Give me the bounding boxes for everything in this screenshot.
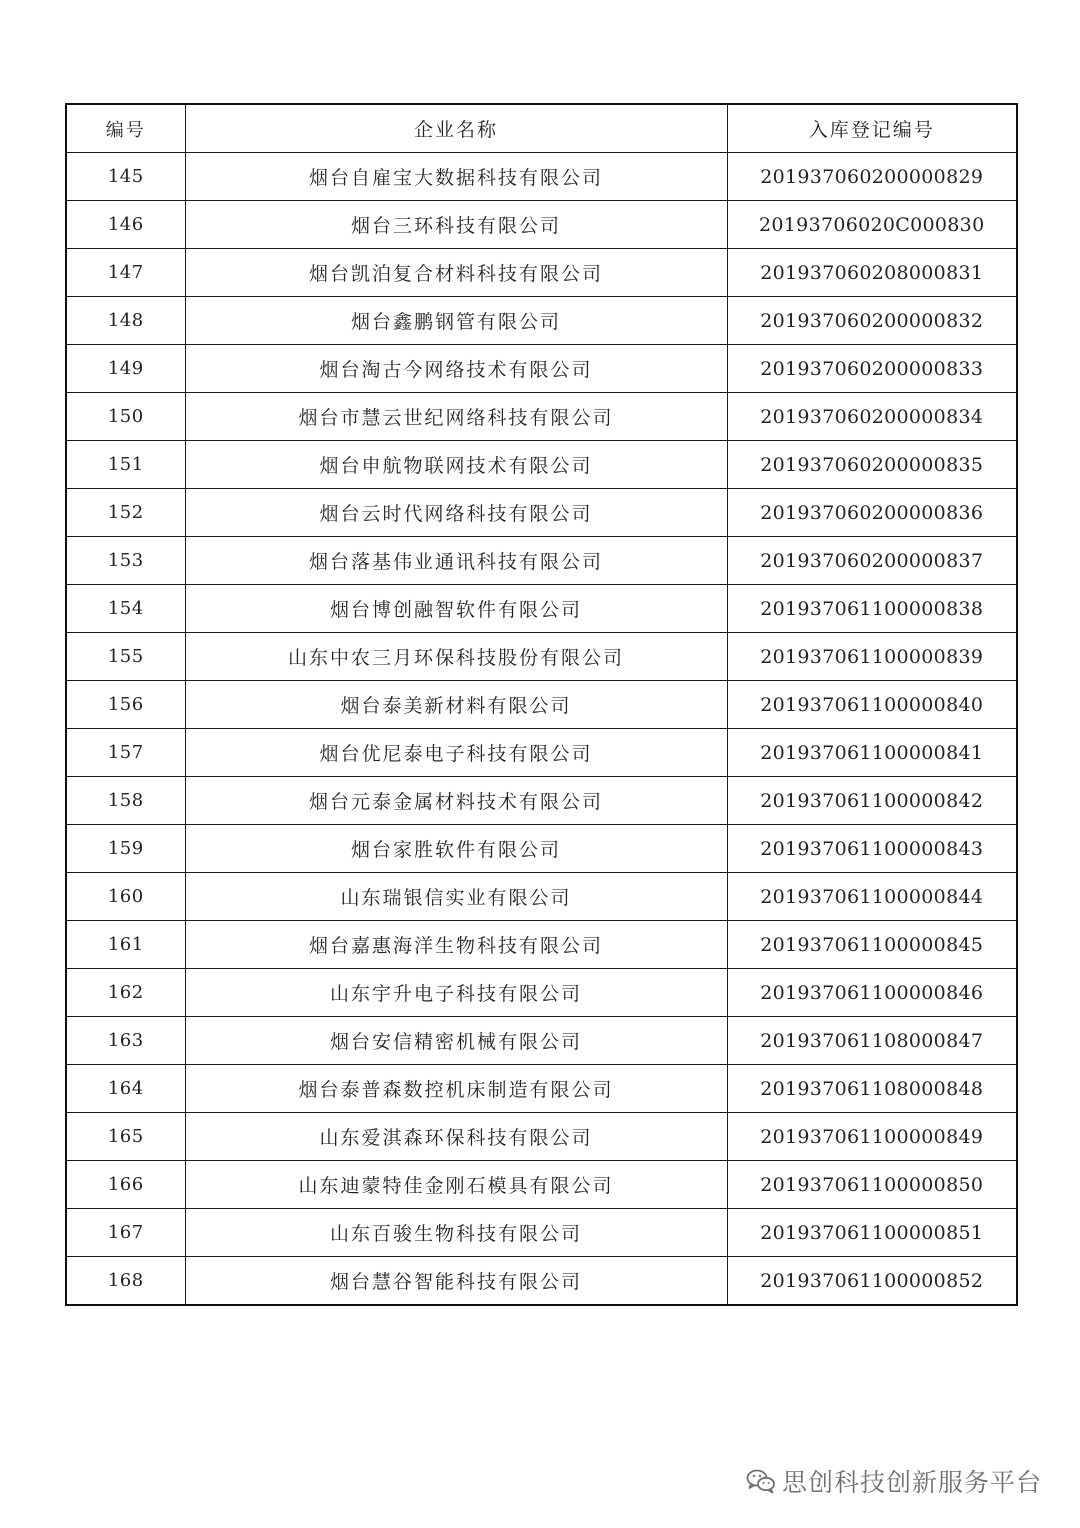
registration-number: 201937061100000842: [727, 777, 1017, 825]
registration-number: 201937060200000837: [727, 537, 1017, 585]
table-row: [66, 1065, 1017, 1113]
table-row: [66, 1257, 1017, 1306]
registration-number: 201937061100000851: [727, 1209, 1017, 1257]
table-row: [66, 585, 1017, 633]
company-name: 山东百骏生物科技有限公司: [185, 1209, 727, 1257]
row-number: 148: [66, 297, 185, 345]
company-registry-table-wrapper: [65, 103, 1016, 1306]
registration-number: 201937061100000846: [727, 969, 1017, 1017]
row-number: 151: [66, 441, 185, 489]
table-row: [66, 1161, 1017, 1209]
row-number: 149: [66, 345, 185, 393]
table-row: [66, 345, 1017, 393]
company-name: 烟台落基伟业通讯科技有限公司: [185, 537, 727, 585]
table-header: [66, 104, 1017, 153]
table-row: [66, 201, 1017, 249]
registration-number: 201937061100000843: [727, 825, 1017, 873]
row-number: 150: [66, 393, 185, 441]
row-number: 160: [66, 873, 185, 921]
registration-number: 201937060200000832: [727, 297, 1017, 345]
row-number: 153: [66, 537, 185, 585]
company-name: 烟台淘古今网络技术有限公司: [185, 345, 727, 393]
company-name: 烟台家胜软件有限公司: [185, 825, 727, 873]
company-name: 山东中农三月环保科技股份有限公司: [185, 633, 727, 681]
row-number: 145: [66, 153, 185, 201]
table-row: [66, 1209, 1017, 1257]
row-number: 161: [66, 921, 185, 969]
registration-number: 201937061100000852: [727, 1257, 1017, 1306]
company-name: 烟台凯泊复合材料科技有限公司: [185, 249, 727, 297]
company-name: 烟台嘉惠海洋生物科技有限公司: [185, 921, 727, 969]
row-number: 147: [66, 249, 185, 297]
registration-number: 20193706020C000830: [727, 201, 1017, 249]
table-row: [66, 1113, 1017, 1161]
table-row: [66, 153, 1017, 201]
row-number: 166: [66, 1161, 185, 1209]
registration-number: 201937060200000836: [727, 489, 1017, 537]
row-number: 152: [66, 489, 185, 537]
row-number: 146: [66, 201, 185, 249]
company-name: 烟台三环科技有限公司: [185, 201, 727, 249]
registration-number: 201937061108000848: [727, 1065, 1017, 1113]
watermark-text: 思创科技创新服务平台: [781, 1468, 1042, 1497]
row-number: 168: [66, 1257, 185, 1306]
registration-number: 201937061100000845: [727, 921, 1017, 969]
registration-number: 201937061100000839: [727, 633, 1017, 681]
registration-number: 201937061108000847: [727, 1017, 1017, 1065]
row-number: 156: [66, 681, 185, 729]
table-row: [66, 729, 1017, 777]
table-row: [66, 777, 1017, 825]
registration-number: 201937060200000835: [727, 441, 1017, 489]
header-number: 编号: [66, 104, 185, 153]
row-number: 167: [66, 1209, 185, 1257]
company-registry-table: [65, 103, 1018, 1306]
company-name: 烟台优尼泰电子科技有限公司: [185, 729, 727, 777]
table-row: [66, 489, 1017, 537]
company-name: 烟台慧谷智能科技有限公司: [185, 1257, 727, 1306]
header-company-name: 企业名称: [185, 104, 727, 153]
company-name: 山东迪蒙特佳金刚石模具有限公司: [185, 1161, 727, 1209]
company-name: 烟台泰美新材料有限公司: [185, 681, 727, 729]
registration-number: 201937061100000849: [727, 1113, 1017, 1161]
registration-number: 201937060200000833: [727, 345, 1017, 393]
watermark: [746, 1463, 1042, 1499]
header-registration-number: 入库登记编号: [727, 104, 1017, 153]
company-name: 烟台自雇宝大数据科技有限公司: [185, 153, 727, 201]
company-name: 烟台元泰金属材料技术有限公司: [185, 777, 727, 825]
registration-number: 201937060200000834: [727, 393, 1017, 441]
wechat-icon: [746, 1468, 776, 1494]
registration-number: 201937061100000844: [727, 873, 1017, 921]
registration-number: 201937061100000840: [727, 681, 1017, 729]
table-row: [66, 249, 1017, 297]
company-name: 山东瑞银信实业有限公司: [185, 873, 727, 921]
company-name: 烟台鑫鹏钢管有限公司: [185, 297, 727, 345]
company-name: 山东宇升电子科技有限公司: [185, 969, 727, 1017]
row-number: 158: [66, 777, 185, 825]
row-number: 162: [66, 969, 185, 1017]
registration-number: 201937060208000831: [727, 249, 1017, 297]
table-row: [66, 441, 1017, 489]
company-name: 烟台申航物联网技术有限公司: [185, 441, 727, 489]
registration-number: 201937061100000838: [727, 585, 1017, 633]
header-row: [66, 104, 1017, 153]
company-name: 烟台泰普森数控机床制造有限公司: [185, 1065, 727, 1113]
table-row: [66, 633, 1017, 681]
company-name: 山东爱淇森环保科技有限公司: [185, 1113, 727, 1161]
row-number: 164: [66, 1065, 185, 1113]
table-row: [66, 297, 1017, 345]
table-row: [66, 825, 1017, 873]
row-number: 163: [66, 1017, 185, 1065]
row-number: 154: [66, 585, 185, 633]
table-body: [66, 153, 1017, 1306]
table-row: [66, 1017, 1017, 1065]
table-row: [66, 969, 1017, 1017]
company-name: 烟台博创融智软件有限公司: [185, 585, 727, 633]
company-name: 烟台安信精密机械有限公司: [185, 1017, 727, 1065]
table-row: [66, 681, 1017, 729]
row-number: 157: [66, 729, 185, 777]
table-row: [66, 873, 1017, 921]
company-name: 烟台云时代网络科技有限公司: [185, 489, 727, 537]
row-number: 159: [66, 825, 185, 873]
registration-number: 201937061100000850: [727, 1161, 1017, 1209]
company-name: 烟台市慧云世纪网络科技有限公司: [185, 393, 727, 441]
registration-number: 201937061100000841: [727, 729, 1017, 777]
registration-number: 201937060200000829: [727, 153, 1017, 201]
table-row: [66, 537, 1017, 585]
table-row: [66, 393, 1017, 441]
row-number: 165: [66, 1113, 185, 1161]
table-row: [66, 921, 1017, 969]
row-number: 155: [66, 633, 185, 681]
